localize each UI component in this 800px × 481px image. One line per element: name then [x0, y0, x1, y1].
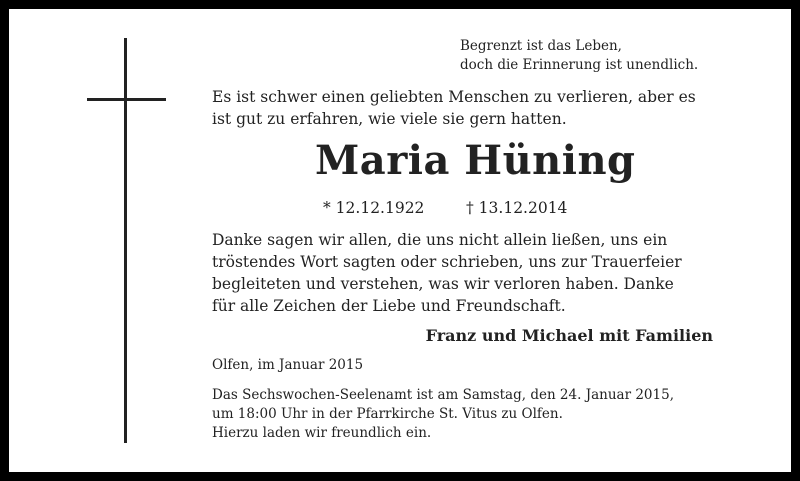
motto-text [460, 37, 698, 75]
family-signature: Franz und Michael mit Familien [425, 326, 713, 345]
intro-text [212, 86, 696, 130]
intro-line: Es ist schwer einen geliebten Menschen zu verlieren, aber es [212, 88, 696, 106]
service-line: Hierzu laden wir freundlich ein. [212, 425, 432, 441]
cross-icon-horizontal-bar [87, 98, 166, 101]
thanks-text [212, 229, 682, 317]
death-date: † 13.12.2014 [466, 199, 568, 217]
thanks-line: begleiteten und verstehen, was wir verloren haben. Danke [212, 275, 674, 293]
service-line: Das Sechswochen-Seelenamt ist am Samstag, den 24. Januar 2015, [212, 387, 674, 403]
service-announcement [212, 386, 674, 443]
thanks-line: für alle Zeichen der Liebe und Freundschaft. [212, 297, 566, 315]
thanks-line: tröstendes Wort sagten oder schrieben, uns zur Trauerfeier [212, 253, 682, 271]
service-line: um 18:00 Uhr in der Pfarrkirche St. Vitus zu Olfen. [212, 406, 563, 422]
thanks-line: Danke sagen wir allen, die uns nicht allein ließen, uns ein [212, 231, 668, 249]
obituary-notice [9, 9, 791, 472]
intro-line: ist gut zu erfahren, wie viele sie gern hatten. [212, 110, 567, 128]
birth-date: * 12.12.1922 [323, 199, 425, 217]
place-date: Olfen, im Januar 2015 [212, 357, 364, 373]
motto-line: doch die Erinnerung ist unendlich. [460, 57, 699, 73]
motto-line: Begrenzt ist das Leben, [460, 38, 622, 54]
deceased-name: Maria Hüning [315, 137, 636, 184]
